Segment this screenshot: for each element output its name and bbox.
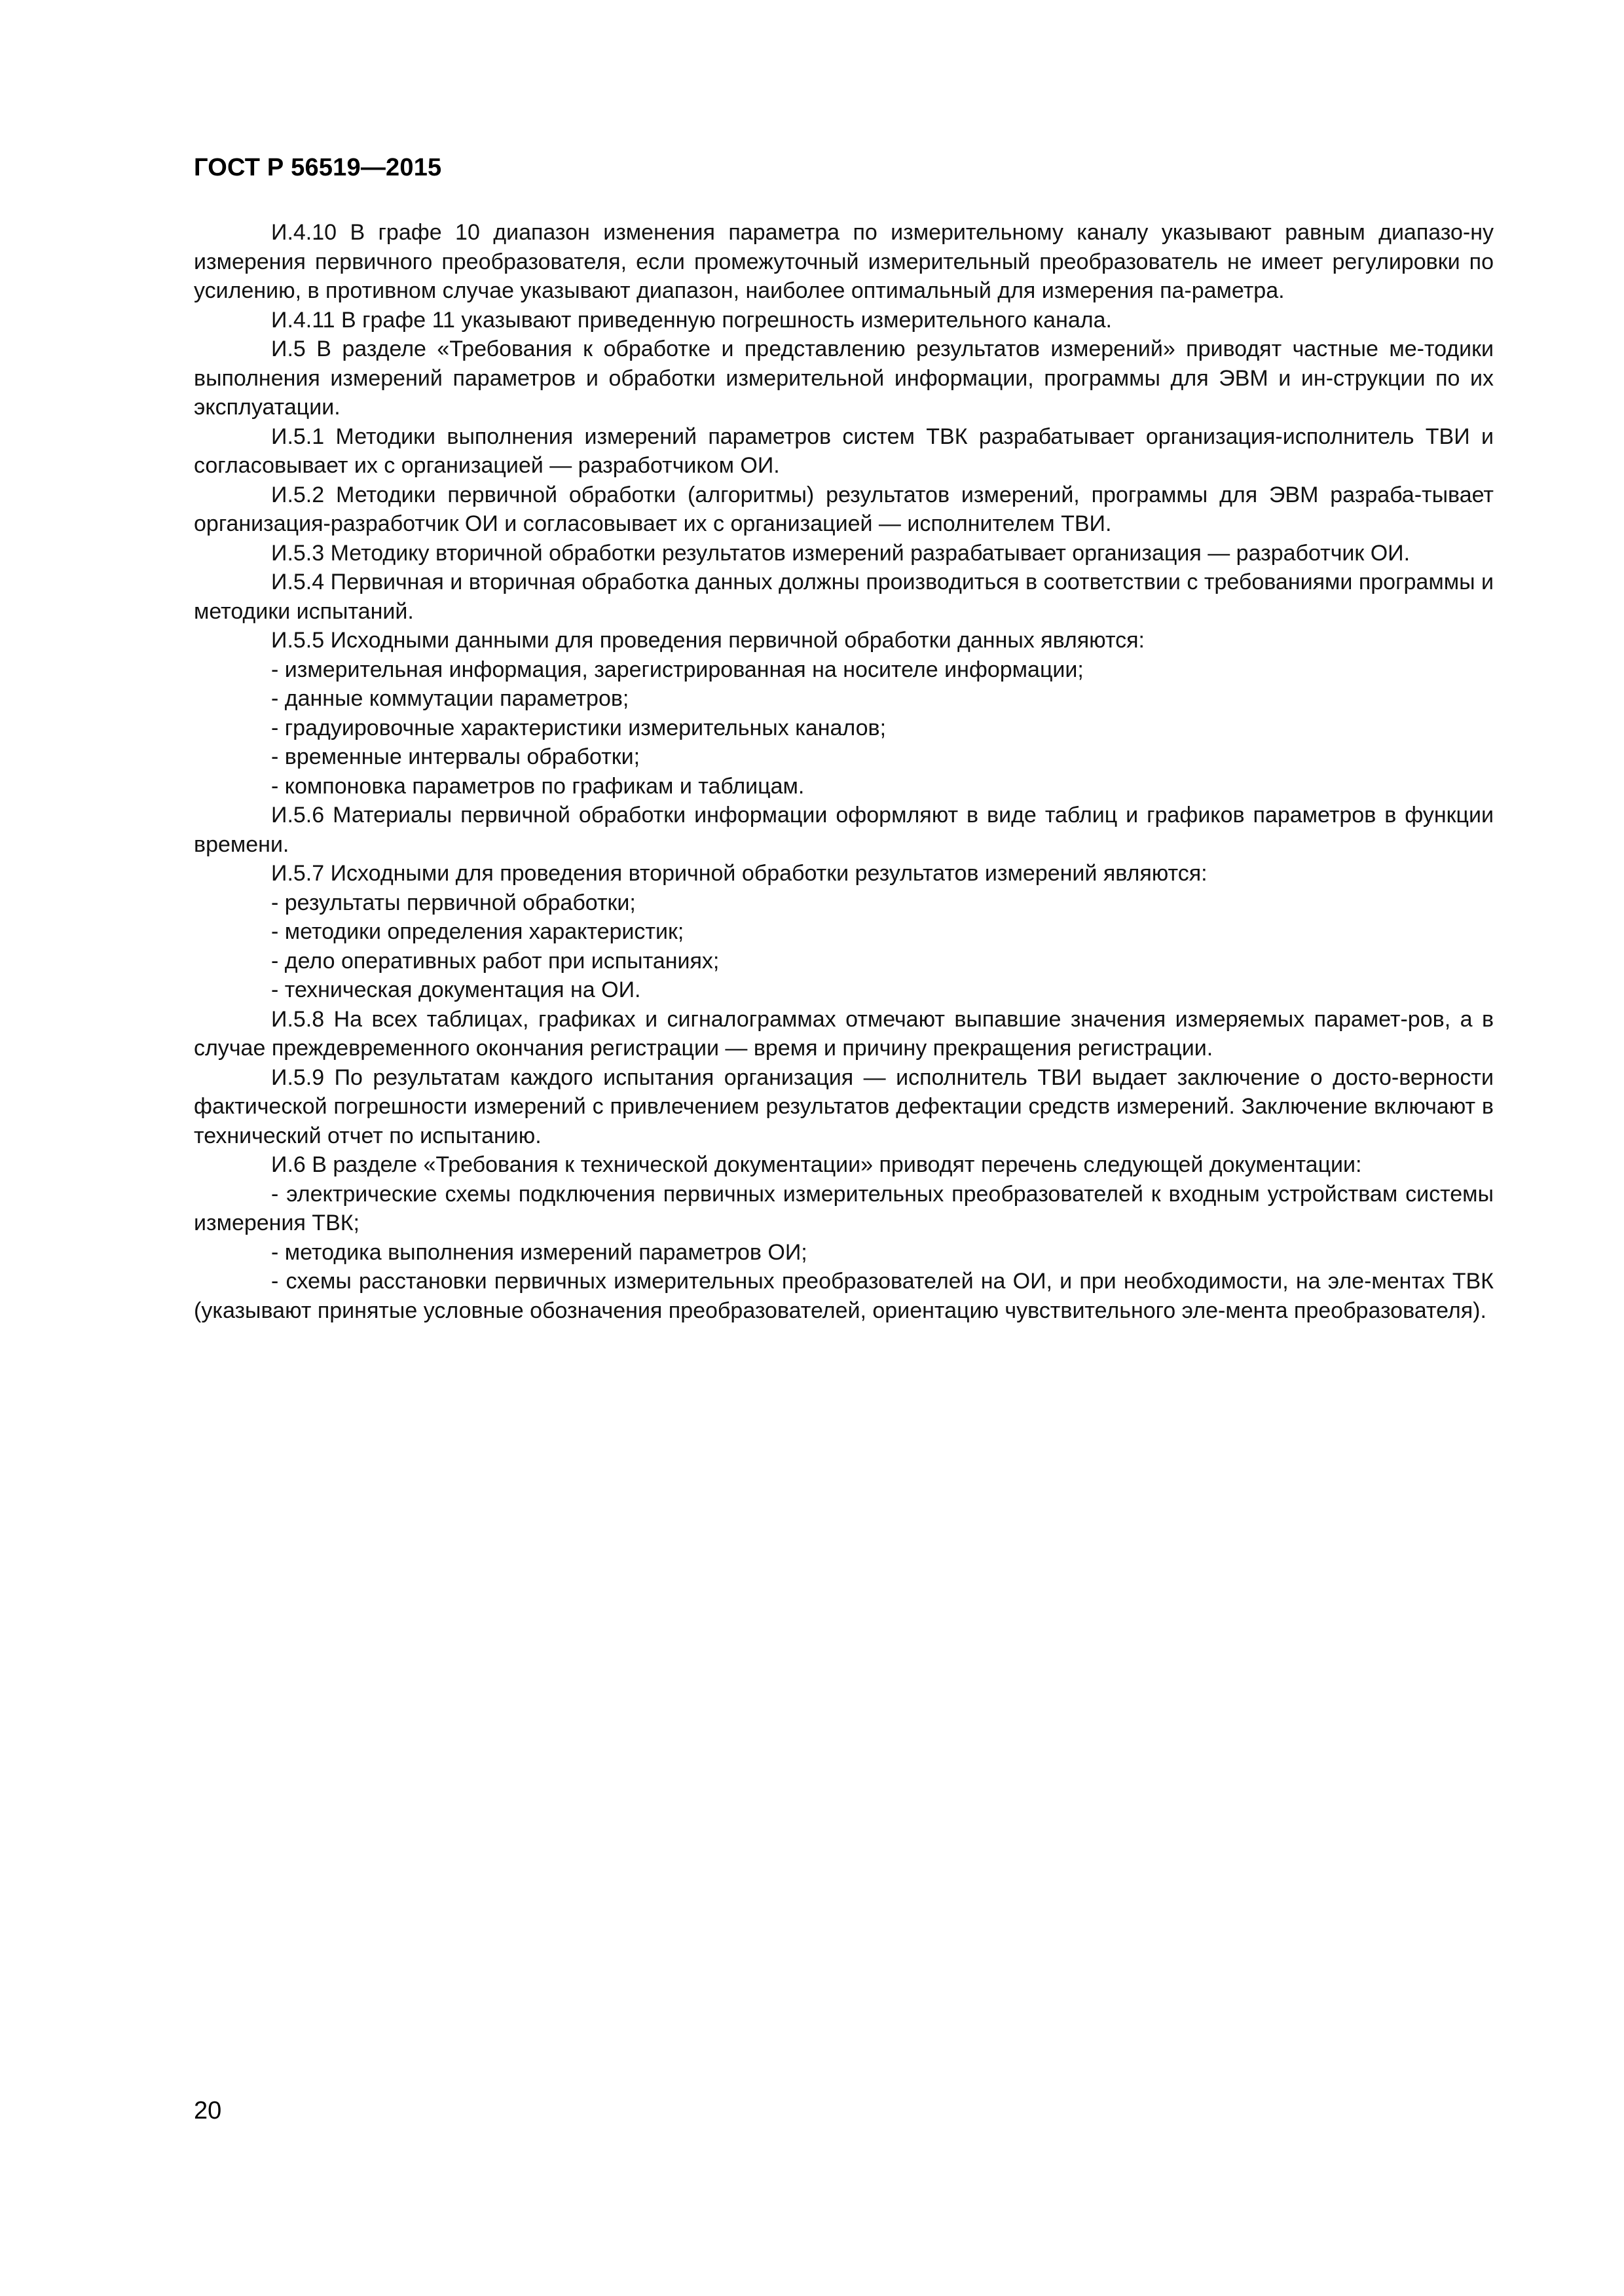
list-item: - измерительная информация, зарегистрированная на носителе информации; bbox=[271, 657, 1084, 682]
list-item: - методика выполнения измерений параметров ОИ; bbox=[271, 1239, 807, 1265]
list-item: - результаты первичной обработки; bbox=[271, 890, 636, 915]
list-item: - дело оперативных работ при испытаниях; bbox=[271, 948, 720, 974]
paragraph-i-5-8: И.5.8 На всех таблицах, графиках и сигналограммах отмечают выпавшие значения измеряемых парамет-ров, а в случае преждевременного окончания регистрации — время и причину прекращения регистрации. bbox=[194, 1006, 1494, 1061]
document-body bbox=[194, 218, 1494, 1325]
paragraph-i-6: И.6 В разделе «Требования к технической документации» приводят перечень следующей документации: bbox=[271, 1152, 1362, 1177]
paragraph-i-5-1: И.5.1 Методики выполнения измерений параметров систем ТВК разрабатывает организация-исполнитель ТВИ и согласовывает их с организацией — разработчиком ОИ. bbox=[194, 424, 1494, 478]
paragraph-i-5-9: И.5.9 По результатам каждого испытания организация — исполнитель ТВИ выдает заключение о досто-верности фактической погрешности измерений с привлечением результатов дефектации средств измерений. Заключение включают в технический отчет по испытанию. bbox=[194, 1065, 1494, 1148]
paragraph-i-4-11: И.4.11 В графе 11 указывают приведенную погрешность измерительного канала. bbox=[271, 307, 1112, 333]
list-item: - электрические схемы подключения первичных измерительных преобразователей к входным устройствам системы измерения ТВК; bbox=[194, 1181, 1494, 1235]
paragraph-i-5-2: И.5.2 Методики первичной обработки (алгоритмы) результатов измерений, программы для ЭВМ разраба-тывает организация-разработчик ОИ и согласовывает их с организацией — исполнителем ТВИ. bbox=[194, 482, 1494, 536]
list-item: - методики определения характеристик; bbox=[271, 919, 684, 944]
list-item: - схемы расстановки первичных измерительных преобразователей на ОИ, и при необходимости, на эле-ментах ТВК (указывают принятые условные обозначения преобразователей, ориентацию чувствительного эле-мента преобразователя). bbox=[194, 1269, 1494, 1323]
paragraph-i-5: И.5 В разделе «Требования к обработке и представлению результатов измерений» приводят частные ме-тодики выполнения измерений параметров и обработки измерительной информации, программы для ЭВМ и ин-струкции по их эксплуатации. bbox=[194, 337, 1494, 420]
page-number: 20 bbox=[194, 2097, 222, 2124]
paragraph-i-5-6: И.5.6 Материалы первичной обработки информации оформляют в виде таблиц и графиков параметров в функции времени. bbox=[194, 803, 1494, 857]
list-item: - компоновка параметров по графикам и таблицам. bbox=[271, 773, 805, 799]
paragraph-i-5-3: И.5.3 Методику вторичной обработки результатов измерений разрабатывает организация — разработчик ОИ. bbox=[271, 540, 1411, 566]
paragraph-i-4-10: И.4.10 В графе 10 диапазон изменения параметра по измерительному каналу указывают равным диапазо-ну измерения первичного преобразователя, если промежуточный измерительный преобразователь не имеет регулировки по усилению, в противном случае указывают диапазон, наиболее оптимальный для измерения па-раметра. bbox=[194, 220, 1494, 303]
document-header: ГОСТ Р 56519—2015 bbox=[194, 154, 442, 181]
paragraph-i-5-7: И.5.7 Исходными для проведения вторичной обработки результатов измерений являются: bbox=[271, 861, 1208, 886]
list-item: - техническая документация на ОИ. bbox=[271, 977, 641, 1002]
paragraph-i-5-5: И.5.5 Исходными данными для проведения первичной обработки данных являются: bbox=[271, 628, 1145, 653]
list-item: - градуировочные характеристики измерительных каналов; bbox=[271, 715, 887, 740]
paragraph-i-5-4: И.5.4 Первичная и вторичная обработка данных должны производиться в соответствии с требованиями программы и методики испытаний. bbox=[194, 570, 1494, 624]
list-item: - временные интервалы обработки; bbox=[271, 744, 640, 769]
list-item: - данные коммутации параметров; bbox=[271, 686, 629, 711]
